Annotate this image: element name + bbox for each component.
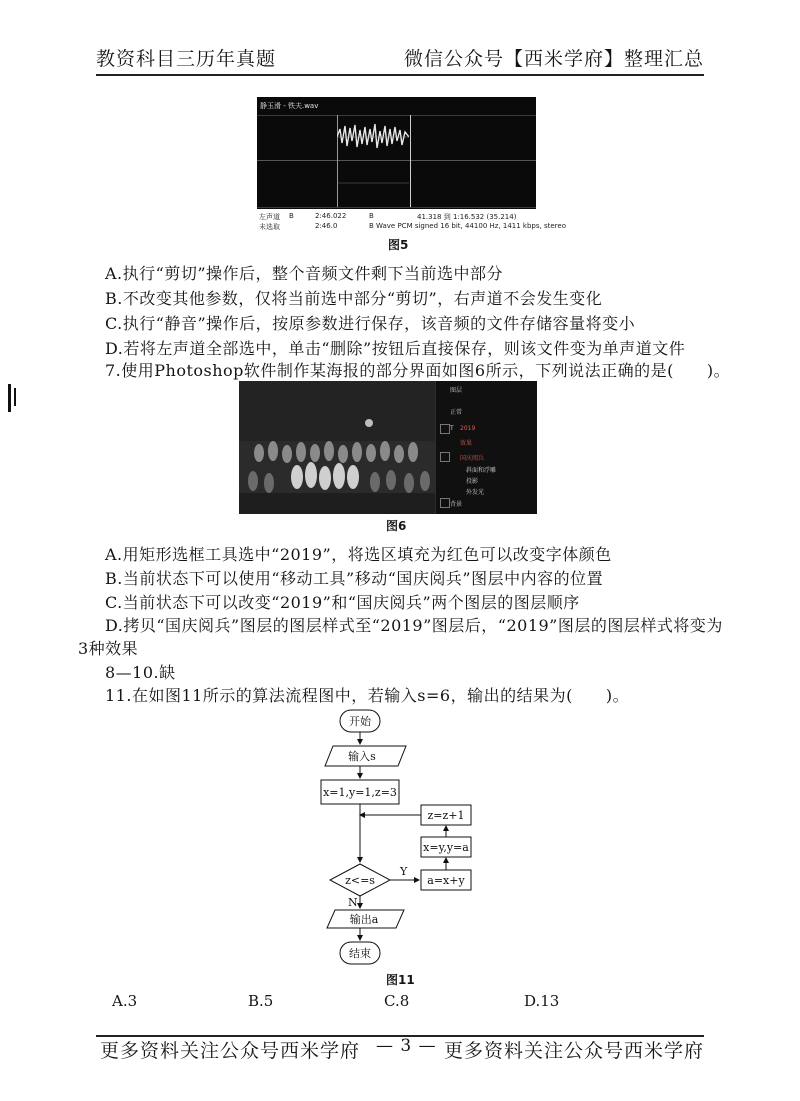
effect-shadow[interactable]: 投影: [466, 478, 479, 485]
flow-cond: z<=s: [345, 874, 375, 887]
layer-parade[interactable]: 国庆阅兵: [460, 455, 485, 462]
flow-input: 输入s: [348, 750, 376, 763]
left-channel-waveform: [337, 117, 409, 157]
q7-option-c: C.当前状态下可以改变“2019”和“国庆阅兵”两个图层的图层顺序: [105, 593, 580, 612]
poster-canvas: [239, 381, 435, 514]
playhead-marker: [410, 115, 411, 207]
unselected-value: 2:46.0: [315, 222, 338, 230]
flow-yes: Y: [400, 865, 408, 878]
eye-icon[interactable]: [440, 498, 450, 508]
header-right: 微信公众号【西米学府】整理汇总: [403, 48, 704, 70]
q11-option-c: C.8: [384, 992, 410, 1010]
flow-step3: z=z+1: [427, 809, 465, 822]
q7-option-d-cont: 3种效果: [78, 639, 139, 658]
audio-window-title: 静玉滑 - 铁夫.wav: [260, 102, 319, 110]
layers-tab[interactable]: 图层: [450, 387, 463, 394]
q11-option-b: B.5: [248, 992, 274, 1010]
effect-bevel[interactable]: 斜面和浮雕: [466, 467, 497, 474]
figure6-caption: 图6: [386, 519, 407, 533]
audio-status-bar: [257, 211, 566, 233]
eye-icon[interactable]: [440, 424, 450, 434]
footer-left: 更多资料关注公众号西米学府: [100, 1040, 361, 1062]
audio-editor-screenshot: [257, 97, 536, 209]
audio-format: B Wave PCM signed 16 bit, 44100 Hz, 1411 kbps, stereo: [369, 222, 566, 230]
figure11-caption: 图11: [386, 973, 415, 987]
text-layer-icon: T: [450, 425, 454, 432]
eye-icon[interactable]: [440, 452, 450, 462]
photoshop-screenshot: [239, 381, 537, 514]
selection-range: 41.318 到 1:16.532 (35.214): [417, 213, 517, 221]
footer-right: 更多资料关注公众号西米学府: [443, 1040, 704, 1062]
parade-image: [239, 381, 435, 514]
status-b: B: [369, 212, 374, 220]
track-divider: [257, 207, 536, 208]
layer-2019[interactable]: 2019: [460, 425, 476, 432]
effect-outer-glow[interactable]: 外发光: [466, 489, 485, 496]
flow-step2: x=y,y=a: [423, 841, 469, 854]
q6-option-d: D.若将左声道全部选中，单击“删除”按钮后直接保存，则该文件变为单声道文件: [105, 339, 686, 358]
flow-start: 开始: [349, 715, 371, 728]
q6-option-a: A.执行“剪切”操作后，整个音频文件剩下当前选中部分: [105, 264, 504, 283]
right-channel-waveform: [337, 163, 409, 203]
q11-option-a: A.3: [112, 992, 138, 1010]
flow-no: N: [348, 896, 358, 909]
q11-option-d: D.13: [524, 992, 560, 1010]
q8-10-missing: 8—10.缺: [105, 663, 176, 682]
header-rule: [96, 74, 704, 76]
left-channel-value: 2:46.022: [315, 212, 347, 220]
figure5-caption: 图5: [388, 238, 409, 252]
header-left: 教资科目三历年真题: [96, 48, 277, 70]
q7-stem: 7.使用Photoshop软件制作某海报的部分界面如图6所示，下列说法正确的是( )。: [105, 361, 731, 380]
layer-background[interactable]: 背景: [450, 501, 463, 508]
left-channel-label: 左声道: [259, 213, 280, 221]
q7-option-b: B.当前状态下可以使用“移动工具”移动“国庆阅兵”图层中内容的位置: [105, 569, 604, 588]
q7-option-d: D.拷贝“国庆阅兵”图层的图层样式至“2019”图层后，“2019”图层的图层样式将变为: [105, 616, 723, 635]
flow-step1: a=x+y: [427, 874, 465, 887]
flow-output: 输出a: [349, 913, 379, 926]
flowchart: [300, 706, 500, 976]
flow-init: x=1,y=1,z=3: [323, 786, 397, 799]
q7-option-a: A.用矩形选框工具选中“2019”，将选区填充为红色可以改变字体颜色: [105, 545, 612, 564]
page-number: — 3 —: [376, 1036, 437, 1056]
layer-effects[interactable]: 效果: [460, 440, 473, 447]
blend-mode[interactable]: 正常: [450, 409, 463, 416]
unselected-label: 未选取: [259, 223, 280, 231]
flow-end: 结束: [349, 947, 371, 960]
status-b: B: [289, 212, 294, 220]
q6-option-b: B.不改变其他参数，仅将当前选中部分“剪切”，右声道不会发生变化: [105, 289, 603, 308]
q11-stem: 11.在如图11所示的算法流程图中，若输入s=6，输出的结果为( )。: [105, 686, 630, 705]
margin-mark: [8, 384, 11, 412]
q6-option-c: C.执行“静音”操作后，按原参数进行保存，该音频的文件存储容量将变小: [105, 314, 636, 333]
margin-mark: [14, 388, 16, 406]
layers-panel: [435, 381, 537, 514]
